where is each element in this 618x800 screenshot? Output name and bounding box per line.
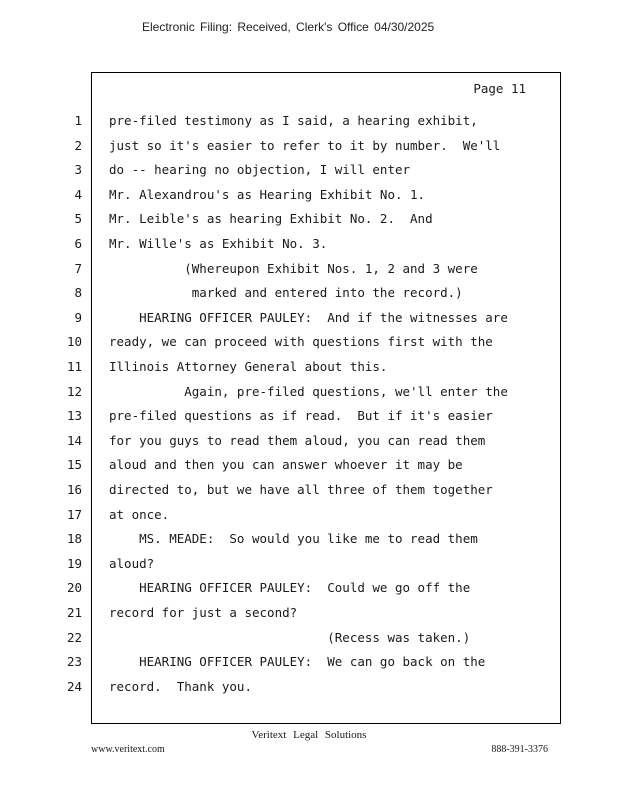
line-text: pre-filed testimony as I said, a hearing exhibit, bbox=[109, 113, 478, 128]
line-text: record. Thank you. bbox=[109, 678, 252, 694]
line-text: for you guys to read them aloud, you can read them bbox=[109, 432, 486, 448]
transcript-line bbox=[0, 236, 618, 260]
transcript-line bbox=[0, 654, 618, 678]
line-text: record for just a second? bbox=[109, 605, 298, 620]
transcript-line bbox=[0, 605, 618, 629]
footer-website: www.veritext.com bbox=[91, 744, 165, 755]
line-text: Illinois Attorney General about this. bbox=[109, 359, 388, 374]
line-number: 1 bbox=[74, 113, 82, 128]
line-number: 5 bbox=[74, 211, 82, 227]
transcript-line bbox=[0, 580, 618, 604]
line-number: 12 bbox=[66, 383, 82, 399]
line-text: (Whereupon Exhibit Nos. 1, 2 and 3 were bbox=[109, 260, 478, 276]
line-text: just so it's easier to refer to it by number. We'll bbox=[109, 137, 501, 153]
line-number: 13 bbox=[66, 408, 82, 424]
line-text: MS. MEADE: So would you like me to read them bbox=[109, 531, 478, 547]
transcript-line bbox=[0, 187, 618, 211]
transcript-line bbox=[0, 556, 618, 580]
transcript-line bbox=[0, 310, 618, 334]
line-text: do -- hearing no objection, I will enter bbox=[109, 162, 411, 178]
line-text: HEARING OFFICER PAULEY: Could we go off the bbox=[109, 580, 471, 596]
line-number: 22 bbox=[66, 629, 82, 645]
line-text: marked and entered into the record.) bbox=[109, 285, 463, 301]
line-text: HEARING OFFICER PAULEY: And if the witnesses are bbox=[109, 309, 508, 325]
transcript-line bbox=[0, 457, 618, 481]
transcript-line bbox=[0, 482, 618, 506]
transcript-line bbox=[0, 679, 618, 703]
transcript-line bbox=[0, 531, 618, 555]
line-number: 20 bbox=[66, 580, 82, 596]
line-text: Again, pre-filed questions, we'll enter the bbox=[109, 383, 508, 399]
line-text: (Recess was taken.) bbox=[109, 629, 471, 645]
line-number: 18 bbox=[66, 531, 82, 547]
transcript-line bbox=[0, 138, 618, 162]
line-number: 2 bbox=[74, 137, 82, 153]
page-number: Page 11 bbox=[473, 81, 526, 96]
transcript-line bbox=[0, 359, 618, 383]
transcript-line bbox=[0, 162, 618, 186]
line-number: 3 bbox=[74, 162, 82, 178]
footer-phone: 888-391-3376 bbox=[491, 744, 548, 755]
line-number: 6 bbox=[74, 236, 82, 251]
transcript-line bbox=[0, 113, 618, 137]
line-text: Mr. Leible's as hearing Exhibit No. 2. And bbox=[109, 211, 433, 227]
transcript-line bbox=[0, 334, 618, 358]
line-text: HEARING OFFICER PAULEY: We can go back on the bbox=[109, 654, 486, 670]
line-number: 14 bbox=[66, 432, 82, 448]
transcript-line bbox=[0, 408, 618, 432]
transcript-line bbox=[0, 384, 618, 408]
line-number: 17 bbox=[66, 506, 82, 522]
line-text: ready, we can proceed with questions first with the bbox=[109, 334, 493, 350]
line-text: aloud? bbox=[109, 555, 155, 571]
transcript-line bbox=[0, 630, 618, 654]
footer-company: Veritext Legal Solutions bbox=[251, 729, 367, 741]
line-text: Mr. Alexandrou's as Hearing Exhibit No. 1. bbox=[109, 186, 426, 202]
filing-stamp: Electronic Filing: Received, Clerk's Office 04/30/2025 bbox=[142, 20, 435, 34]
line-number: 24 bbox=[66, 678, 82, 694]
line-number: 15 bbox=[66, 457, 82, 473]
transcript-line bbox=[0, 261, 618, 285]
transcript-line bbox=[0, 507, 618, 531]
line-number: 21 bbox=[66, 605, 82, 620]
transcript-line bbox=[0, 433, 618, 457]
line-number: 23 bbox=[66, 654, 82, 670]
line-number: 8 bbox=[74, 285, 82, 301]
line-number: 16 bbox=[66, 482, 82, 497]
line-number: 7 bbox=[74, 260, 82, 276]
line-text: at once. bbox=[109, 506, 170, 522]
line-number: 9 bbox=[74, 309, 82, 325]
line-number: 4 bbox=[74, 186, 82, 202]
line-number: 19 bbox=[66, 555, 82, 571]
line-text: Mr. Wille's as Exhibit No. 3. bbox=[109, 236, 328, 251]
transcript-line bbox=[0, 211, 618, 235]
line-number: 11 bbox=[66, 359, 82, 374]
transcript-line bbox=[0, 285, 618, 309]
line-number: 10 bbox=[66, 334, 82, 350]
line-text: pre-filed questions as if read. But if it's easier bbox=[109, 408, 493, 424]
line-text: aloud and then you can answer whoever it may be bbox=[109, 457, 463, 473]
line-text: directed to, but we have all three of them together bbox=[109, 482, 493, 497]
